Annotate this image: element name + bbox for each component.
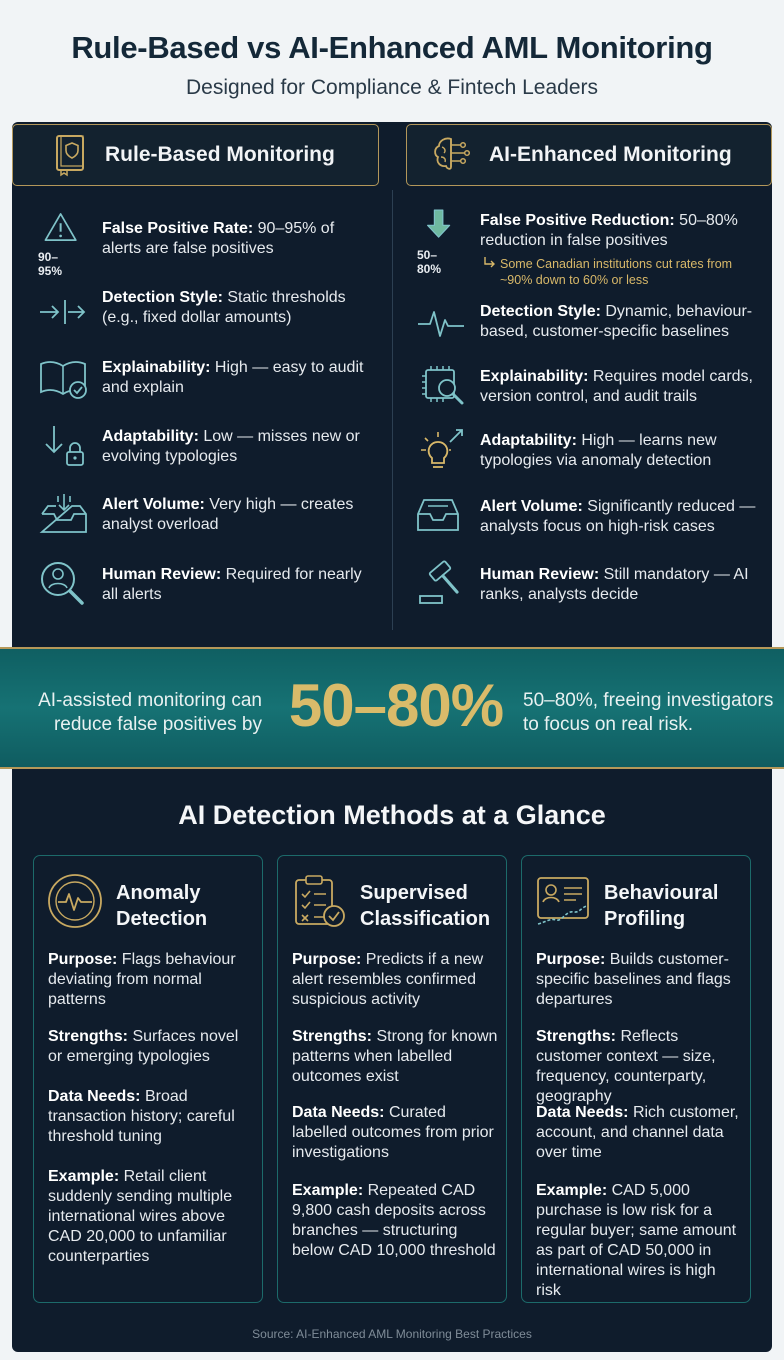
header [0,0,784,122]
rule-alert-volume-text [102,495,372,535]
row-text: Dynamic, behaviour-based, customer-specific baselines [480,303,753,340]
row-text: Low — misses new or evolving typologies [102,428,360,465]
row-text: 50–80% reduction in false positives [480,212,738,249]
field-label: Example: [292,1182,364,1199]
row-text: 90–95% of alerts are false positives [102,220,335,257]
false-positive-badge: 90–95% [38,250,63,278]
clipboard-check-icon [290,872,348,930]
ai-adaptability-text [480,431,760,471]
banner-left-text: AI-assisted monitoring can reduce false positives by [38,690,262,735]
card-strengths [536,1027,744,1107]
rule-based-heading: Rule-Based Monitoring [105,143,335,166]
card-example [48,1167,256,1267]
ai-false-positive-text [480,211,760,251]
ai-human-review-text [480,565,760,605]
rule-human-review-text [102,565,372,605]
rule-false-positive-text [102,219,372,259]
field-text: Reflects customer context — size, frequency, counterparty, geography [536,1028,716,1105]
card-purpose [48,950,256,1010]
person-magnifier-icon [38,561,90,605]
banner-right-text: 50–80%, freeing investigators to focus on real risk. [523,690,774,735]
row-text: Required for nearly all alerts [102,566,362,603]
ai-brain-icon [431,133,475,177]
canadian-institutions-note: Some Canadian institutions cut rates from ~90% down to 60% or less [500,257,733,287]
field-text: Surfaces novel or emerging typologies [48,1028,239,1065]
card-example [292,1181,500,1261]
ai-detection-text [480,302,760,342]
gavel-icon [416,562,468,606]
row-label: Adaptability: [480,432,577,449]
row-text: Still mandatory — AI ranks, analysts decide [480,566,749,603]
field-text: Predicts if a new alert resembles confirmed suspicious activity [292,951,484,1008]
field-text: Repeated CAD 9,800 cash deposits across branches — structuring below CAD 10,000 threshold [292,1182,496,1259]
inbox-tray-icon [416,494,468,538]
method-card-anomaly [33,855,263,1303]
field-text: CAD 5,000 purchase is low risk for a regular buyer; same amount as part of CAD 50,000 in international wires is high risk [536,1182,737,1299]
rule-explainability-text [102,358,372,398]
field-text: Retail client suddenly sending multiple international wires above CAD 20,000 to unfamiliar counterparties [48,1168,233,1265]
method-card-behavioural [521,855,751,1303]
field-label: Purpose: [292,951,362,968]
anomaly-pulse-icon [46,872,104,930]
down-arrow-icon [420,208,464,246]
row-text: High — learns new typologies via anomaly detection [480,432,717,469]
field-text: Rich customer, account, and channel data over time [536,1104,739,1161]
row-label: Explainability: [480,368,589,385]
page-title: Rule-Based vs AI-Enhanced AML Monitoring [71,30,713,65]
ai-alert-volume-text [480,497,760,537]
row-label: Explainability: [102,359,211,376]
row-label: False Positive Reduction: [480,212,675,229]
pulse-wave-icon [416,300,468,344]
column-divider [392,190,393,630]
sub-arrow-icon [482,256,496,270]
field-text: Broad transaction history; careful threshold tuning [48,1088,235,1145]
field-label: Strengths: [536,1028,616,1045]
row-text: Static thresholds (e.g., fixed dollar amounts) [102,289,346,326]
field-label: Data Needs: [48,1088,141,1105]
card-strengths [48,1027,256,1067]
ai-enhanced-heading: AI-Enhanced Monitoring [489,143,732,166]
row-text: Very high — creates analyst overload [102,496,354,533]
card-purpose [292,950,500,1010]
method-card-supervised [277,855,507,1303]
rulebook-icon [49,133,93,177]
ai-enhanced-heading-box [406,124,772,186]
card-data-needs [48,1087,256,1147]
rule-based-heading-box [12,124,379,186]
open-book-check-icon [38,356,90,400]
highlight-banner [0,647,784,769]
methods-title: AI Detection Methods at a Glance [178,800,606,830]
row-label: Human Review: [102,566,222,583]
row-text: Significantly reduced — analysts focus on high-risk cases [480,498,756,535]
field-label: Example: [536,1182,608,1199]
row-text: Requires model cards, version control, and audit trails [480,368,753,405]
field-text: Strong for known patterns when labelled outcomes exist [292,1028,498,1085]
row-label: False Positive Rate: [102,220,254,237]
card-data-needs [536,1103,744,1163]
chip-magnifier-icon [416,364,468,408]
row-label: Adaptability: [102,428,199,445]
row-label: Detection Style: [102,289,223,306]
threshold-arrow-icon [38,290,90,334]
rule-adaptability-text [102,427,372,467]
inbox-overflow-icon [38,492,90,536]
card-title: Behavioural Profiling [604,882,719,930]
field-label: Data Needs: [536,1104,629,1121]
row-label: Alert Volume: [480,498,583,515]
row-label: Alert Volume: [102,496,205,513]
row-label: Detection Style: [480,303,601,320]
field-label: Strengths: [48,1028,128,1045]
page-subtitle: Designed for Compliance & Fintech Leaders [185,76,599,99]
field-text: Curated labelled outcomes from prior investigations [292,1104,494,1161]
profile-chart-icon [534,872,592,930]
card-title: Supervised Classification [360,882,491,930]
field-label: Purpose: [48,951,118,968]
warning-icon [42,211,86,249]
banner-big-stat: 50–80% [288,672,504,739]
lightbulb-growth-icon [416,428,468,472]
card-purpose [536,950,744,1010]
false-positive-reduction-badge: 50–80% [417,248,442,276]
field-text: Flags behaviour deviating from normal patterns [48,951,236,1008]
row-label: Human Review: [480,566,600,583]
card-data-needs [292,1103,500,1163]
arrow-lock-icon [38,424,90,468]
card-strengths [292,1027,500,1087]
field-text: Builds customer-specific baselines and flags departures [536,951,731,1008]
rule-detection-text [102,288,372,328]
field-label: Purpose: [536,951,606,968]
ai-explainability-text [480,367,760,407]
card-title: Anomaly Detection [116,882,208,930]
row-text: High — easy to audit and explain [102,359,364,396]
card-example [536,1181,744,1301]
field-label: Data Needs: [292,1104,385,1121]
field-label: Example: [48,1168,120,1185]
field-label: Strengths: [292,1028,372,1045]
source-note: Source: AI-Enhanced AML Monitoring Best Practices [252,1327,532,1341]
